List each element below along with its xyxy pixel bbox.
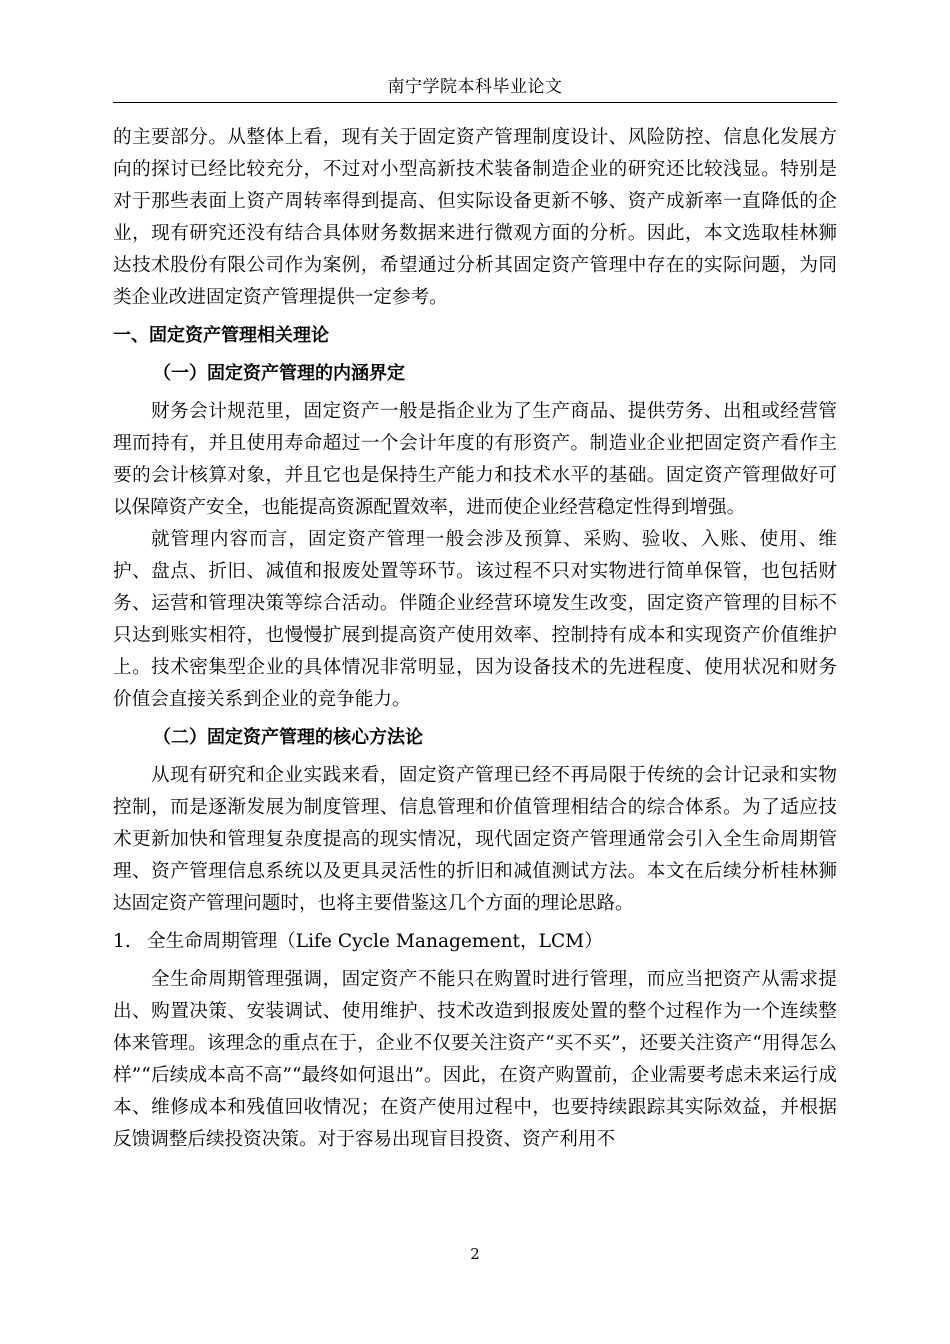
subsection-heading-2: （二）固定资产管理的核心方法论 (153, 727, 423, 748)
paragraph-management-content: 就管理内容而言，固定资产管理一般会涉及预算、采购、验收、入账、使用、维护、盘点、折旧、减值和报废处置等环节。该过程不只对实物进行简单保管，也包括财务、运营和管理决策等综合活动。伴随企业经营环境发生改变，固定资产管理的目标不只达到账实相符，也慢慢扩展到提高资产使用效率、控制持有成本和实现资产价值维护上。技术密集型企业的具体情况非常明显，因为设备技术的先进程度、使用状况和财务价值会直接关系到企业的竞争能力。 (113, 529, 837, 710)
paragraph-methodology: 从现有研究和企业实践来看，固定资产管理已经不再局限于传统的会计记录和实物控制，而是逐渐发展为制度管理、信息管理和价值管理相结合的综合体系。为了适应技术更新加快和管理复杂度提高的现实情况，现代固定资产管理通常会引入全生命周期管理、资产管理信息系统以及更具灵活性的折旧和减值测试方法。本文在后续分析桂林狮达固定资产管理问题时，也将主要借鉴这几个方面的理论思路。 (113, 765, 837, 914)
paragraph-lcm: 全生命周期管理强调，固定资产不能只在购置时进行管理，而应当把资产从需求提出、购置决策、安装调试、使用维护、技术改造到报废处置的整个过程作为一个连续整体来管理。该理念的重点在于，企业不仅要关注资产“买不买”，还要关注资产“用得怎么样”“后续成本高不高”“最终如何退出”。因此，在资产购置前，企业需要考虑未来运行成本、维修成本和残值回收情况；在资产使用过程中，也要持续跟踪其实际效益，并根据反馈调整后续投资决策。对于容易出现盲目投资、资产利用不 (113, 969, 837, 1150)
list-item-number: 1. (113, 931, 131, 952)
running-header: 南宁学院本科毕业论文 (387, 77, 563, 97)
section-heading: 一、固定资产管理相关理论 (113, 325, 329, 346)
header-rule (113, 102, 837, 103)
page-body (113, 122, 837, 1156)
subsection-heading-1: （一）固定资产管理的内涵界定 (153, 363, 405, 384)
paragraph-definition: 财务会计规范里，固定资产一般是指企业为了生产商品、提供劳务、出租或经营管理而持有，并且使用寿命超过一个会计年度的有形资产。制造业企业把固定资产看作主要的会计核算对象，并且它也是保持生产能力和技术水平的基础。固定资产管理做好可以保障资产安全，也能提高资源配置效率，进而使企业经营稳定性得到增强。 (113, 401, 837, 518)
list-item-heading (113, 926, 837, 958)
page-number: 2 (470, 1245, 480, 1263)
paragraph-continued: 的主要部分。从整体上看，现有关于固定资产管理制度设计、风险防控、信息化发展方向的探讨已经比较充分，不过对小型高新技术装备制造企业的研究还比较浅显。特别是对于那些表面上资产周转率得到提高、但实际设备更新不够、资产成新率一直降低的企业，现有研究还没有结合具体财务数据来进行微观方面的分析。因此，本文选取桂林狮达技术股份有限公司作为案例，希望通过分析其固定资产管理中存在的实际问题，为同类企业改进固定资产管理提供一定参考。 (113, 127, 837, 308)
list-item-title: 全生命周期管理（Life Cycle Management，LCM） (147, 931, 603, 952)
